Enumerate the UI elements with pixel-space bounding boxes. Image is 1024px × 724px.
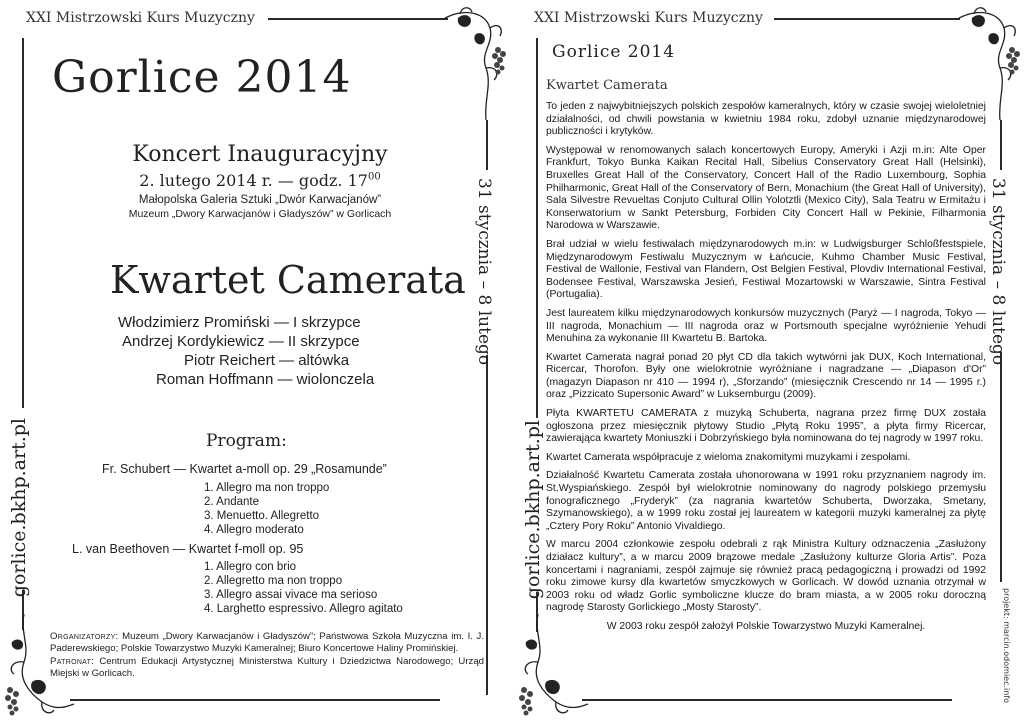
member-1: Włodzimierz Promiński — I skrzypce — [118, 314, 361, 331]
paragraph: Jest laureatem kilku międzynarodowych konkursów muzycznych (Paryż — I nagroda, Tokyo — III nagroda, Monachium — III nagroda oraz w Portsmouth specjalne wyróżnienie Yehudi Menuhina za wykonanie III Kwartetu B. Bartoka. — [546, 307, 986, 345]
movement: 3. Allegro assai vivace ma serioso — [204, 589, 378, 601]
paragraph: W 2003 roku zespół założył Polskie Towarzystwo Muzyki Kameralnej. — [606, 620, 926, 632]
member-4: Roman Hoffmann — wiolonczela — [156, 371, 375, 388]
program-heading: Program: — [206, 431, 287, 451]
design-credit: projekt: marcin.odomiec.info — [1002, 588, 1011, 704]
movement: 1. Allegro ma non troppo — [204, 482, 330, 494]
side-url: gorlice.bkhp.art.pl — [8, 418, 30, 598]
paragraph: Występował w renomowanych salach koncertowych Europy, Ameryki i Azji m.in: Alte Oper Frankfurt, Tokyo Bunka Kaikan Recital Hall, Sibelius Conservatory Great Hall (Helsinki), Bruxelles Great Hall of the Conservatory, Concert Hall of the Radio Luxembourg, Sophia Philharmonic, Great Hall of the Conservatory of Bern, Monachium (the Great Hall of University), Sala Silvestre Revueltas Conjuto Cultural Ollin Yolotztli (Mexico City), Sala Teatru w Ermitażu i Konserwatorium w Sankt Petersburg, Forbiden City Concert Hall w Pekinie, Filharmonia Narodowa w Warszawie. — [546, 144, 986, 232]
concert-time-superscript: 00 — [367, 171, 381, 183]
member-3: Piotr Reichert — altówka — [184, 352, 350, 369]
patron-label: Patronat: — [50, 655, 95, 667]
biography-text — [546, 101, 986, 640]
paragraph: Płyta KWARTETU CAMERATA z muzyką Schuberta, nagrana przez firmę DUX została ogłoszona przez miesięcznik płytowy Studio „Płytą Roku 1995”, a płyta firmy Ricercar, zawierająca kwartety Moniuszki i Dobrzyńskiego była nominowana do tej nagrody w 1997 roku. — [546, 408, 986, 445]
patron-text — [50, 656, 484, 681]
organizers-label: Organizatorzy: — [50, 631, 119, 642]
program-work-1: Fr. Schubert — Kwartet a-moll op. 29 „Rosamunde” — [102, 462, 387, 476]
concert-date-time — [90, 171, 430, 190]
side-dates: 31 stycznia – 8 lutego — [988, 178, 1008, 366]
section-heading: Kwartet Camerata — [546, 78, 668, 93]
member-2: Andrzej Kordykiewicz — II skrzypce — [122, 333, 360, 350]
venue-line-1: Małopolska Galeria Sztuki „Dwór Karwacjanów” — [138, 194, 382, 206]
ensemble-name: Kwartet Camerata — [110, 258, 466, 302]
frame-right-line — [1000, 120, 1002, 170]
frame-left-line — [22, 38, 24, 408]
movement-list-1 — [204, 481, 329, 537]
series-title: XXI Mistrzowski Kurs Muzyczny — [26, 10, 255, 26]
venue-line-2: Muzeum „Dwory Karwacjanów i Gładyszów” w Gorlicach — [128, 208, 392, 220]
movement: 3. Menuetto. Allegretto — [204, 510, 320, 522]
frame-right-line-lower — [1000, 352, 1002, 582]
frame-top-line — [268, 18, 448, 20]
frame-bottom-line — [70, 699, 440, 701]
frame-right-line — [486, 120, 488, 170]
organizers-block — [50, 631, 484, 680]
movement: 4. Larghetto espressivo. Allegro agitato — [204, 603, 403, 615]
paragraph: Kwartet Camerata współpracuje z wieloma znakomitymi muzykami i zespołami. — [546, 451, 911, 463]
movement: 4. Allegro moderato — [204, 524, 304, 536]
movement: 2. Andante — [204, 496, 259, 508]
page-title: Gorlice 2014 — [552, 42, 676, 62]
paragraph: Działalność Kwartetu Camerata została uhonorowana w 1991 roku przyznaniem nagrody im. St.Wyspiańskiego. Zespół był wielokrotnie nominowany do nagrody polskiego przemysłu fonograficznego „Fryderyk” (za nagrania kwartetów Schuberta, Dworzaka, Smetany, Szymanowskiego), a w 1999 roku został jej laureatem w kategorii muzyki kameralnej za płytę „Cztery Pory Roku” Antonio Vivaldiego. — [546, 470, 986, 532]
side-dates: 31 stycznia – 8 lutego — [474, 178, 494, 366]
program-work-2: L. van Beethoven — Kwartet f-moll op. 95 — [72, 542, 304, 556]
series-title: XXI Mistrzowski Kurs Muzyczny — [534, 10, 763, 26]
movement: 1. Allegro con brio — [204, 561, 297, 573]
paragraph: Kwartet Camerata nagrał ponad 20 płyt CD dla takich wytwórni jak DUX, Koch International, Ricercar, Thorofon. Były one wielokrotnie wyróżniane i nagradzane — „Diapason d'Or” (magazyn Diapason nr 410 — 1994 r), „Sforzando” (miesięcznik Crescendo nr 14 — 1995 r.) oraz „Pizzicato Supersonic Award” w Luksemburgu (2009). — [546, 351, 986, 401]
frame-bottom-line — [582, 699, 952, 701]
concert-title: Koncert Inauguracyjny — [132, 142, 388, 167]
paragraph: To jeden z najwybitniejszych polskich zespołów kameralnych, który w czasie swojej wieloletniej działalności, od chwili powstania w kwietniu 1984 roku, zdobył uznanie międzynarodowej publiczności i krytyków. — [546, 101, 986, 138]
concert-info — [90, 142, 430, 220]
frame-right-line-lower — [486, 355, 488, 695]
page-title: Gorlice 2014 — [52, 52, 352, 103]
movement: 2. Allegretto ma non troppo — [204, 575, 343, 587]
paragraph: W marcu 2004 członkowie zespołu odebrali z rąk Ministra Kultury odznaczenia „Zasłużony działacz kultury”, a w marcu 2009 brązowe medale „Zasłużony kulturze Gloria Artis”. Poza koncertami i nagraniami, zespół zajmuje się również pracą pedagogiczną i prowadzi od 1992 roku zimowe kursy dla kwartetów smyczkowych w Gorlicach. W dowód uznania otrzymał w 2003 roku od władz Gorlic symboliczne klucze do bram miasta, a w 2005 roku doroczną nagrodę Starosty Gorlickiego „Mosty Starosty”. — [546, 539, 986, 614]
movement-list-2 — [204, 560, 403, 616]
vine-ornament-top-right — [440, 4, 510, 124]
frame-left-line — [536, 38, 538, 418]
member-list — [112, 313, 402, 389]
paragraph: Brał udział w wielu festiwalach międzynarodowych m.in: w Ludwigsburger Schloßfestspiele, Międzynarodowym Festiwalu Muzycznym w Łańcucie, Kuhmo Chamber Music Festival, Festival de Wallonie, Festival van Flandern, Ost Belgien Festival, Plovdiv International Festival, Bodensee Festival, Warszawska Jesień, Festiwal Mozartowski w Warszawie, Sintra Festival (Portugalia). — [546, 238, 986, 301]
side-url: gorlice.bkhp.art.pl — [522, 420, 544, 600]
concert-date-time-text: 2. lutego 2014 r. — godz. 17 — [139, 171, 368, 190]
right-page — [512, 0, 1024, 724]
frame-top-line — [774, 18, 960, 20]
patron-list: Centrum Edukacji Artystycznej Ministerstwa Kultury i Dziedzictwa Narodowego; Urząd Miejski w Gorlicach. — [50, 655, 484, 679]
organizers-list: Muzeum „Dwory Karwacjanów i Gładyszów”; Państwowa Szkoła Muzyczna im. I. J. Paderewskiego; Polskie Towarzystwo Muzyki Kameralnej; Biuro Koncertowe Haliny Promińskiej. — [50, 631, 484, 655]
organizers-text — [50, 631, 484, 656]
